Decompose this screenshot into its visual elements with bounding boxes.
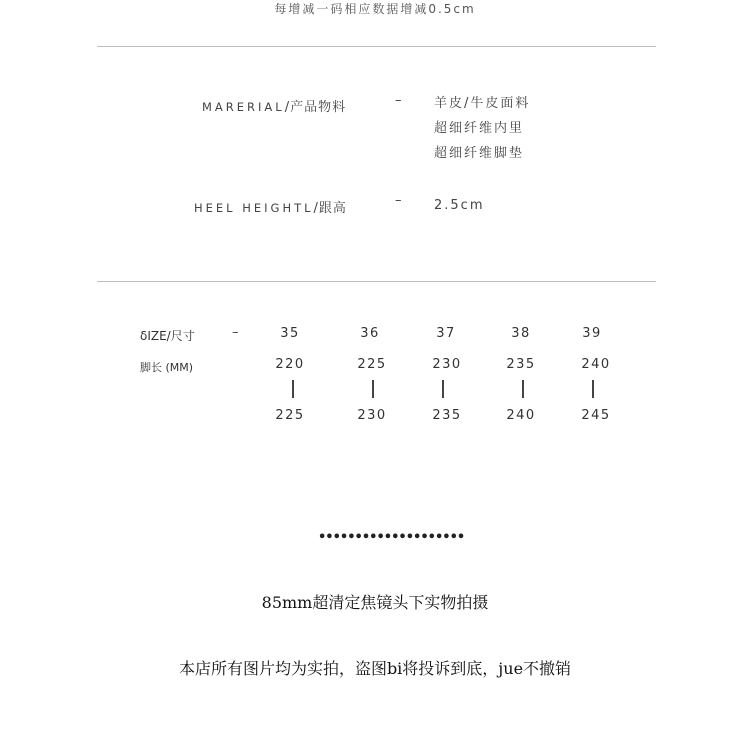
length-max-38: 240 [506, 408, 536, 423]
range-bar-36 [372, 380, 374, 398]
length-min-39: 240 [581, 357, 611, 372]
range-bar-38 [522, 380, 524, 398]
size-label: δIZE/尺寸 [140, 329, 195, 343]
heel-dash: – [395, 193, 402, 208]
heel-label [194, 197, 347, 216]
length-label: 脚长 (MM) [140, 361, 194, 374]
size-38: 38 [511, 326, 531, 341]
size-37: 37 [436, 326, 456, 341]
material-values [434, 91, 530, 166]
size-35: 35 [280, 326, 300, 341]
heel-label-en: HEEL HEIGHTL [194, 201, 314, 215]
lens-caption: 85mm超清定焦镜头下实物拍摄 [261, 593, 489, 612]
heel-value: 2.5cm [434, 198, 485, 213]
divider-middle [97, 281, 656, 282]
length-max-39: 245 [581, 408, 611, 423]
size-39: 39 [582, 326, 602, 341]
material-label [202, 96, 346, 115]
range-bar-37 [442, 380, 444, 398]
copyright-notice: 本店所有图片均为实拍，盗图bi将投诉到底，jue不撤销 [178, 659, 572, 678]
length-min-35: 220 [275, 357, 305, 372]
material-label-en: MARERIAL [202, 100, 285, 114]
heel-label-cn: /跟高 [313, 201, 347, 216]
length-min-38: 235 [506, 357, 536, 372]
material-value-3: 超细纤维脚垫 [434, 146, 525, 161]
length-min-37: 230 [432, 357, 462, 372]
length-max-36: 230 [357, 408, 387, 423]
size-36: 36 [360, 326, 380, 341]
material-value-1: 羊皮/牛皮面料 [434, 96, 531, 111]
dotted-separator: •••••••••••••••••••• [318, 530, 465, 545]
size-adjust-note: 每增减一码相应数据增减0.5cm [274, 2, 476, 16]
range-bar-35 [292, 380, 294, 398]
length-max-37: 235 [432, 408, 462, 423]
size-dash: – [232, 325, 239, 340]
material-dash: – [395, 93, 402, 108]
length-max-35: 225 [275, 408, 305, 423]
range-bar-39 [592, 380, 594, 398]
length-min-36: 225 [357, 357, 387, 372]
material-value-2: 超细纤维内里 [434, 121, 525, 136]
material-label-cn: /产品物料 [284, 100, 347, 115]
divider-top [97, 46, 656, 47]
